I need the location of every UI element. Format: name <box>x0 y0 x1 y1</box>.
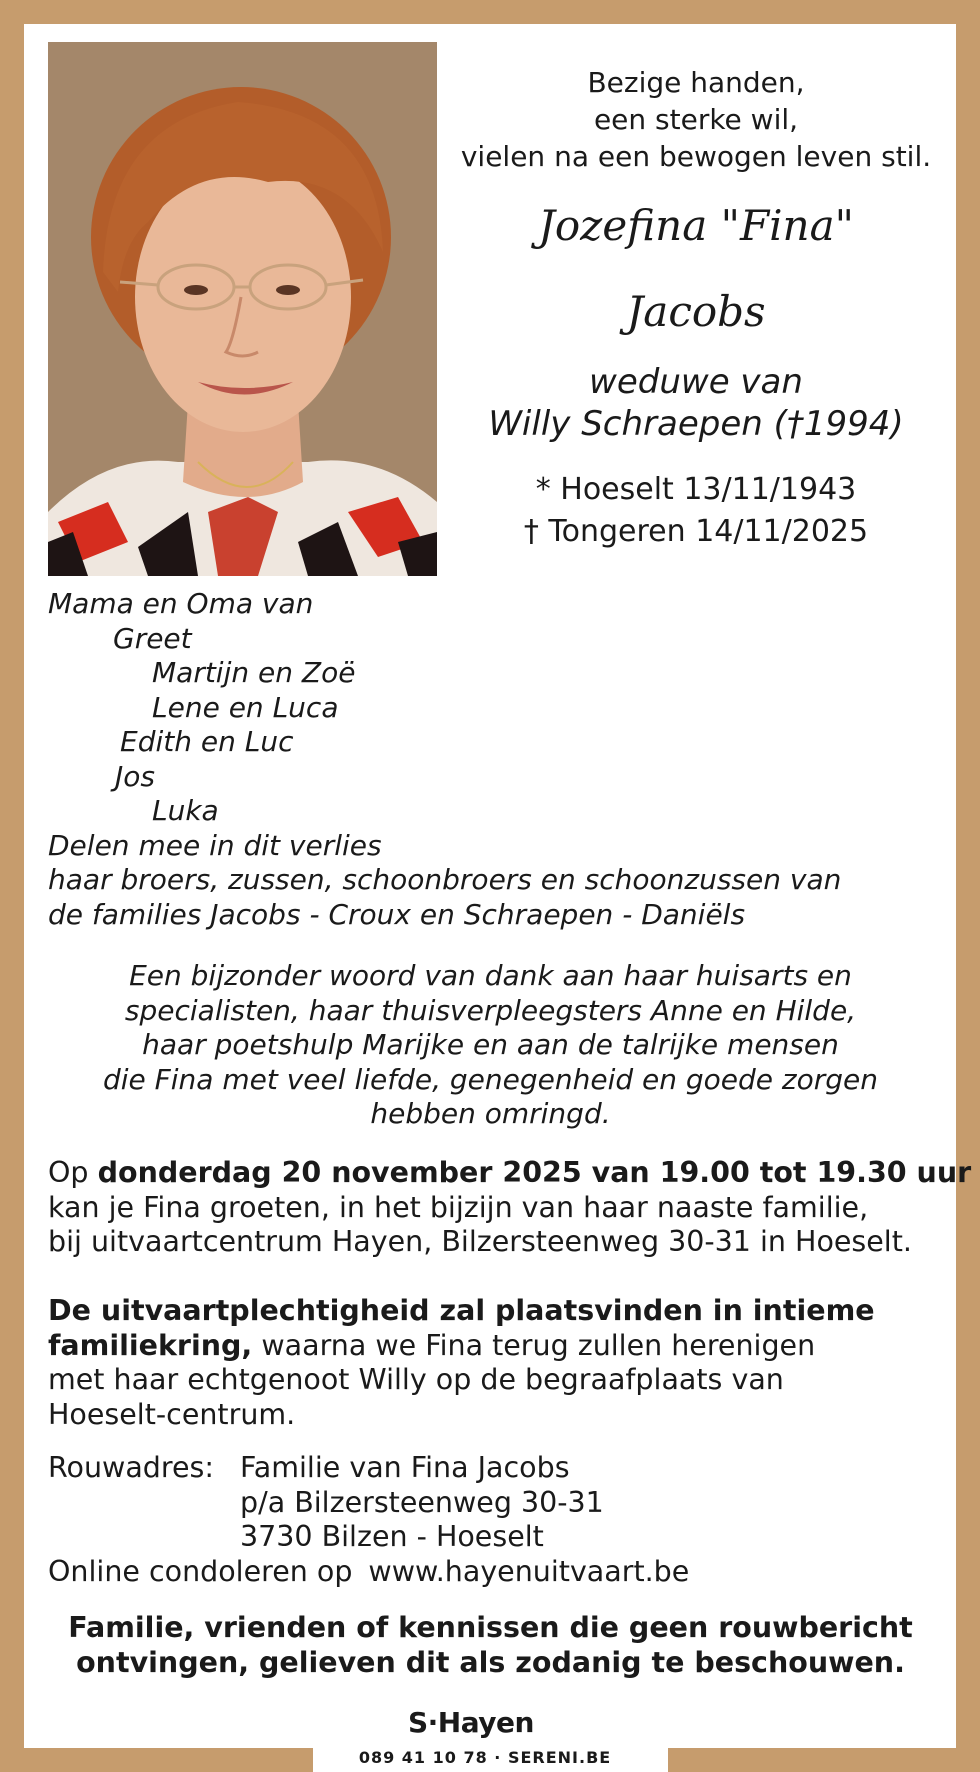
thanks-line: Een bijzonder woord van dank aan haar huisarts en <box>129 959 852 992</box>
share-line: haar broers, zussen, schoonbroers en schoonzussen van <box>48 863 842 896</box>
portrait-photo <box>48 42 437 576</box>
header-text <box>444 64 948 553</box>
notice-line: Familie, vrienden of kennissen die geen rouwbericht <box>68 1611 913 1644</box>
deceased-name <box>444 183 948 355</box>
address-line: Familie van Fina Jacobs <box>240 1451 570 1484</box>
family-member: Lene en Luca <box>152 690 339 724</box>
widow-of <box>444 361 948 445</box>
visitation-paragraph <box>48 1156 972 1260</box>
funeral-paragraph <box>48 1294 938 1432</box>
last-name: Jacobs <box>626 287 766 336</box>
family-member: Jos <box>115 759 155 793</box>
thanks-line: hebben omringd. <box>370 1097 611 1130</box>
family-member: Greet <box>113 621 192 655</box>
visit-line: bij uitvaartcentrum Hayen, Bilzersteenweg 30-31 in Hoeselt. <box>48 1225 912 1258</box>
family-list <box>48 587 938 932</box>
online-url[interactable]: www.hayenuitvaart.be <box>368 1554 690 1588</box>
family-member: Luka <box>152 794 219 827</box>
widow-spouse: Willy Schraepen (†1994) <box>488 404 904 444</box>
closing-notice <box>48 1610 933 1680</box>
poem-line: Bezige handen, <box>587 66 805 99</box>
share-line: Delen mee in dit verlies <box>48 828 382 862</box>
family-member: Edith en Luc <box>120 725 294 758</box>
poem-line: vielen na een bewogen leven stil. <box>460 140 932 173</box>
share-line: de families Jacobs - Croux en Schraepen - Daniëls <box>48 897 746 931</box>
funeral-bold: familiekring, <box>48 1328 253 1362</box>
funeral-line: met haar echtgenoot Willy op de begraafplaats van <box>48 1363 784 1396</box>
death-date: † Tongeren 14/11/2025 <box>523 514 869 549</box>
address-label: Rouwadres: <box>48 1451 214 1484</box>
visit-line: kan je Fina groeten, in het bijzijn van haar naaste familie, <box>48 1190 869 1224</box>
first-name: Jozefina "Fina" <box>538 201 854 250</box>
poem-line: een sterke wil, <box>593 103 799 136</box>
address-line: p/a Bilzersteenweg 30-31 <box>240 1485 604 1519</box>
notice-line: ontvingen, gelieven dit als zodanig te beschouwen. <box>76 1646 905 1679</box>
birth-date: * Hoeselt 13/11/1943 <box>535 472 857 507</box>
funeral-bold: De uitvaartplechtigheid zal plaatsvinden in intieme <box>48 1294 875 1327</box>
funeral-line: Hoeselt-centrum. <box>48 1397 296 1431</box>
life-dates <box>444 469 948 553</box>
hayen-logo: S·Hayen <box>408 1706 534 1739</box>
family-intro: Mama en Oma van <box>48 587 314 620</box>
thanks-paragraph <box>48 959 933 1132</box>
widow-line: weduwe van <box>589 362 803 402</box>
visit-datetime: donderdag 20 november 2025 van 19.00 tot 19.30 uur <box>97 1156 972 1189</box>
mourning-address <box>48 1451 948 1589</box>
obituary-card <box>24 24 972 1748</box>
online-label: Online condoleren op <box>48 1554 353 1588</box>
address-line: 3730 Bilzen - Hoeselt <box>240 1520 544 1553</box>
visit-prefix: Op <box>48 1156 98 1189</box>
funeral-text: waarna we Fina terug zullen herenigen <box>252 1328 816 1362</box>
thanks-line: haar poetshulp Marijke en aan de talrijke mensen <box>142 1028 839 1061</box>
family-member: Martijn en Zoë <box>152 656 356 689</box>
thanks-line: die Fina met veel liefde, genegenheid en goede zorgen <box>102 1062 879 1096</box>
thanks-line: specialisten, haar thuisverpleegsters Anne en Hilde, <box>124 993 857 1027</box>
poem <box>444 64 948 175</box>
footer-contact: 089 41 10 78 · SERENI.BE <box>358 1748 612 1767</box>
